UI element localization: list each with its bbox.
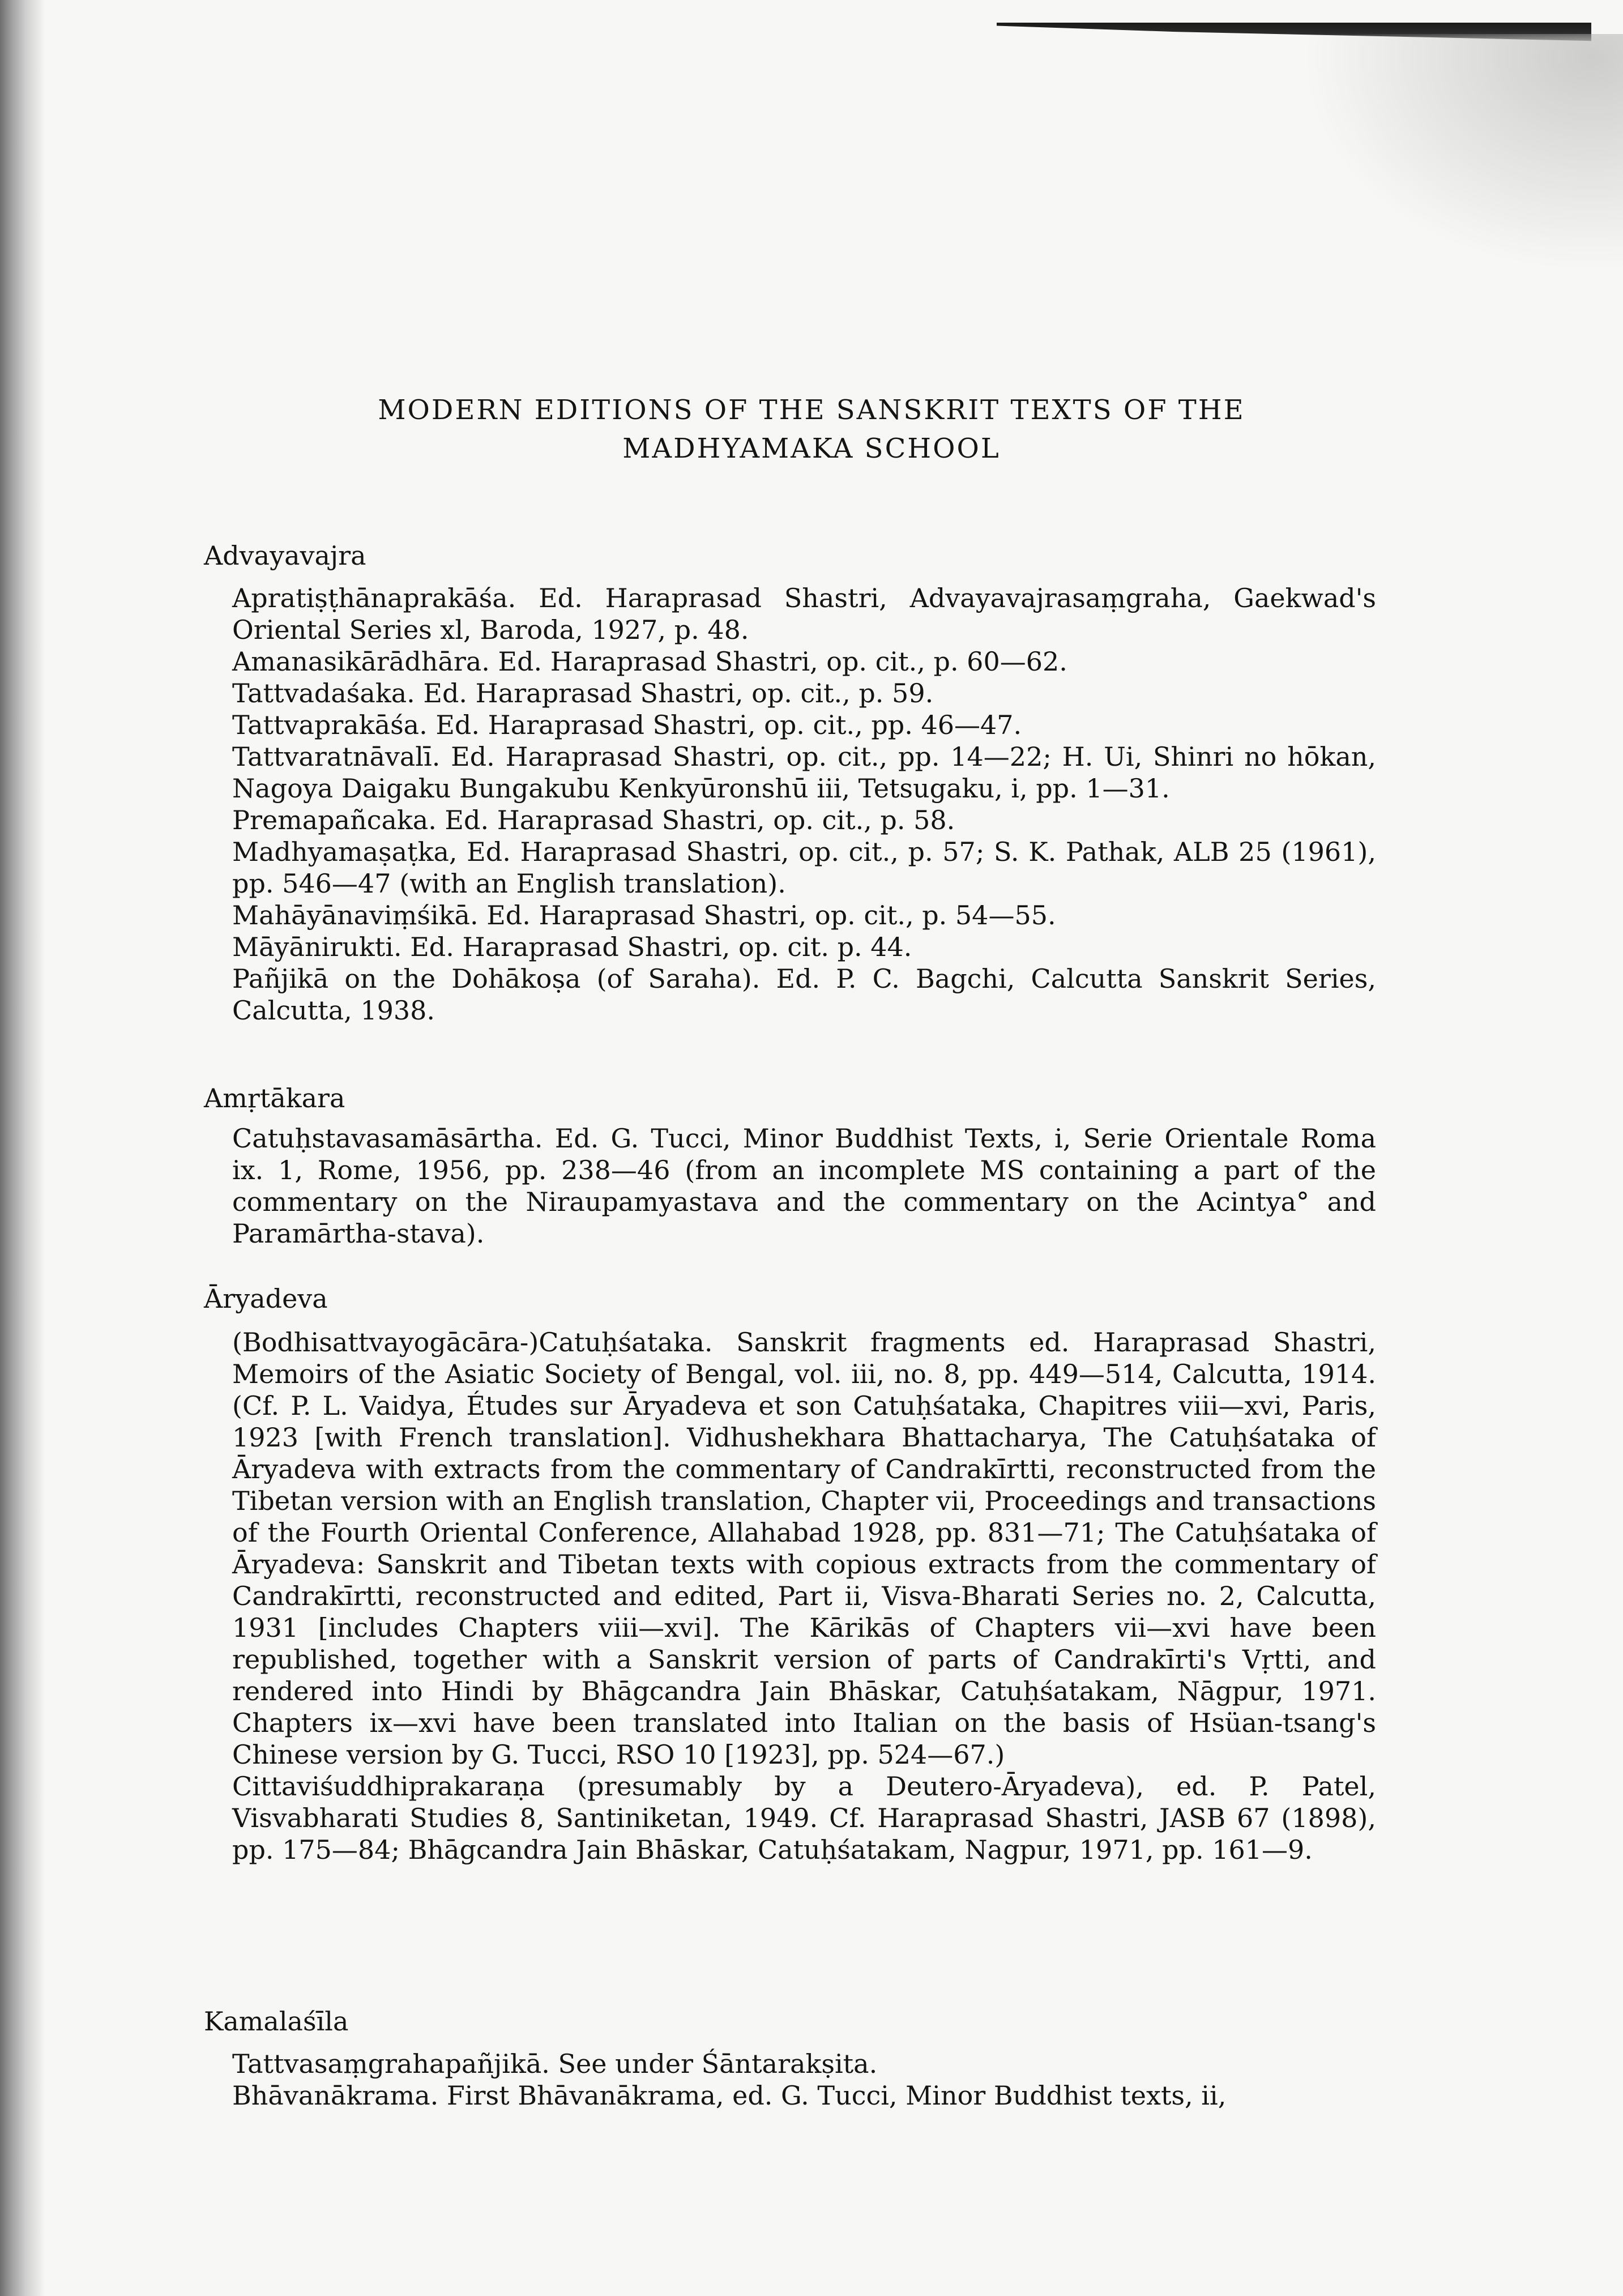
title-line: MADHYAMAKA SCHOOL — [622, 433, 1001, 464]
entry-list — [232, 2048, 1376, 2111]
bibliography-entry: Māyānirukti. Ed. Haraprasad Shastri, op. cit. p. 44. — [232, 932, 912, 962]
bibliography-entry: Mahāyānaviṃśikā. Ed. Haraprasad Shastri, op. cit., p. 54—55. — [232, 900, 1056, 931]
author-heading: Amṛtākara — [204, 1083, 345, 1113]
bibliography-entry: Premapañcaka. Ed. Haraprasad Shastri, op. cit., p. 58. — [232, 805, 955, 835]
title-line: MODERN EDITIONS OF THE SANSKRIT TEXTS OF THE — [378, 394, 1245, 426]
bibliography-entry: Tattvaprakāśa. Ed. Haraprasad Shastri, op. cit., pp. 46—47. — [232, 710, 1022, 740]
author-heading: Advayavajra — [204, 540, 366, 571]
author-heading: Kamalaśīla — [204, 2006, 349, 2037]
page-title — [0, 391, 1623, 468]
bibliography-entry: (Bodhisattvayogācāra-)Catuḥśataka. Sanskrit fragments ed. Haraprasad Shastri, Memoirs of the Asiatic Society of Bengal, vol. iii, no. 8, pp. 449—514, Calcutta, 1914. (Cf. P. L. Vaidya, Études sur Āryadeva et son Catuḥśataka, Chapitres viii—xvi, Paris, 1923 [with French translation]. Vidhushekhara Bhattacharya, The Catuḥśataka of Āryadeva with extracts from the commentary of Candrakīrtti, reconstructed from the Tibetan version with an English translation, Chapter vii, Proceedings and transactions of the Fourth Oriental Conference, Allahabad 1928, pp. 831—71; The Catuḥśataka of Āryadeva: Sanskrit and Tibetan texts with copious extracts from the commentary of Candrakīrtti, reconstructed and edited, Part ii, Visva-Bharati Series no. 2, Calcutta, 1931 [includes Chapters viii—xvi]. The Kārikās of Chapters vii—xvi have been republished, together with a Sanskrit version of parts of Candrakīrti's Vṛtti, and rendered into Hindi by Bhāgcandra Jain Bhāskar, Catuḥśatakam, Nāgpur, 1971. Chapters ix—xvi have been translated into Italian on the basis of Hsüan-tsang's Chinese version by G. Tucci, RSO 10 [1923], pp. 524—67.) — [232, 1327, 1376, 1770]
bibliography-entry: Tattvasaṃgrahapañjikā. See under Śāntarakṣita. — [232, 2049, 878, 2079]
entry-list — [232, 1326, 1376, 1866]
binding-shadow — [0, 0, 45, 2296]
bibliography-entry: Pañjikā on the Dohākoṣa (of Saraha). Ed. P. C. Bagchi, Calcutta Sanskrit Series, Calcutta, 1938. — [232, 963, 1376, 1026]
bibliography-entry: Madhyamaṣaṭka, Ed. Haraprasad Shastri, op. cit., p. 57; S. K. Pathak, ALB 25 (1961), pp. 546—47 (with an English translation). — [232, 837, 1376, 899]
entry-list — [232, 1123, 1376, 1249]
bibliography-entry: Bhāvanākrama. First Bhāvanākrama, ed. G. Tucci, Minor Buddhist texts, ii, — [232, 2080, 1227, 2111]
author-heading: Āryadeva — [204, 1283, 328, 1314]
bibliography-entry: Catuḥstavasamāsārtha. Ed. G. Tucci, Minor Buddhist Texts, i, Serie Orientale Roma ix. 1, Rome, 1956, pp. 238—46 (from an incomplete MS containing a part of the commentary on the Niraupamyastava and the commentary on the Acintya° and Paramārtha-stava). — [232, 1123, 1376, 1249]
scan-haze — [1302, 34, 1623, 272]
bibliography-entry: Amanasikārādhāra. Ed. Haraprasad Shastri, op. cit., p. 60—62. — [232, 646, 1067, 677]
bibliography-entry: Tattvadaśaka. Ed. Haraprasad Shastri, op. cit., p. 59. — [232, 678, 934, 709]
bibliography-entry: Tattvaratnāvalī. Ed. Haraprasad Shastri, op. cit., pp. 14—22; H. Ui, Shinri no hōkan, Nagoya Daigaku Bungakubu Kenkyūronshū iii, Tetsugaku, i, pp. 1—31. — [232, 741, 1376, 804]
bibliography-entry: Apratiṣṭhānaprakāśa. Ed. Haraprasad Shastri, Advayavajrasaṃgraha, Gaekwad's Oriental Series xl, Baroda, 1927, p. 48. — [232, 583, 1376, 645]
bibliography-entry: Cittaviśuddhiprakaraṇa (presumably by a Deutero-Āryadeva), ed. P. Patel, Visvabharati Studies 8, Santiniketan, 1949. Cf. Haraprasad Shastri, JASB 67 (1898), pp. 175—84; Bhāgcandra Jain Bhāskar, Catuḥśatakam, Nagpur, 1971, pp. 161—9. — [232, 1771, 1376, 1865]
entry-list — [232, 582, 1376, 1026]
